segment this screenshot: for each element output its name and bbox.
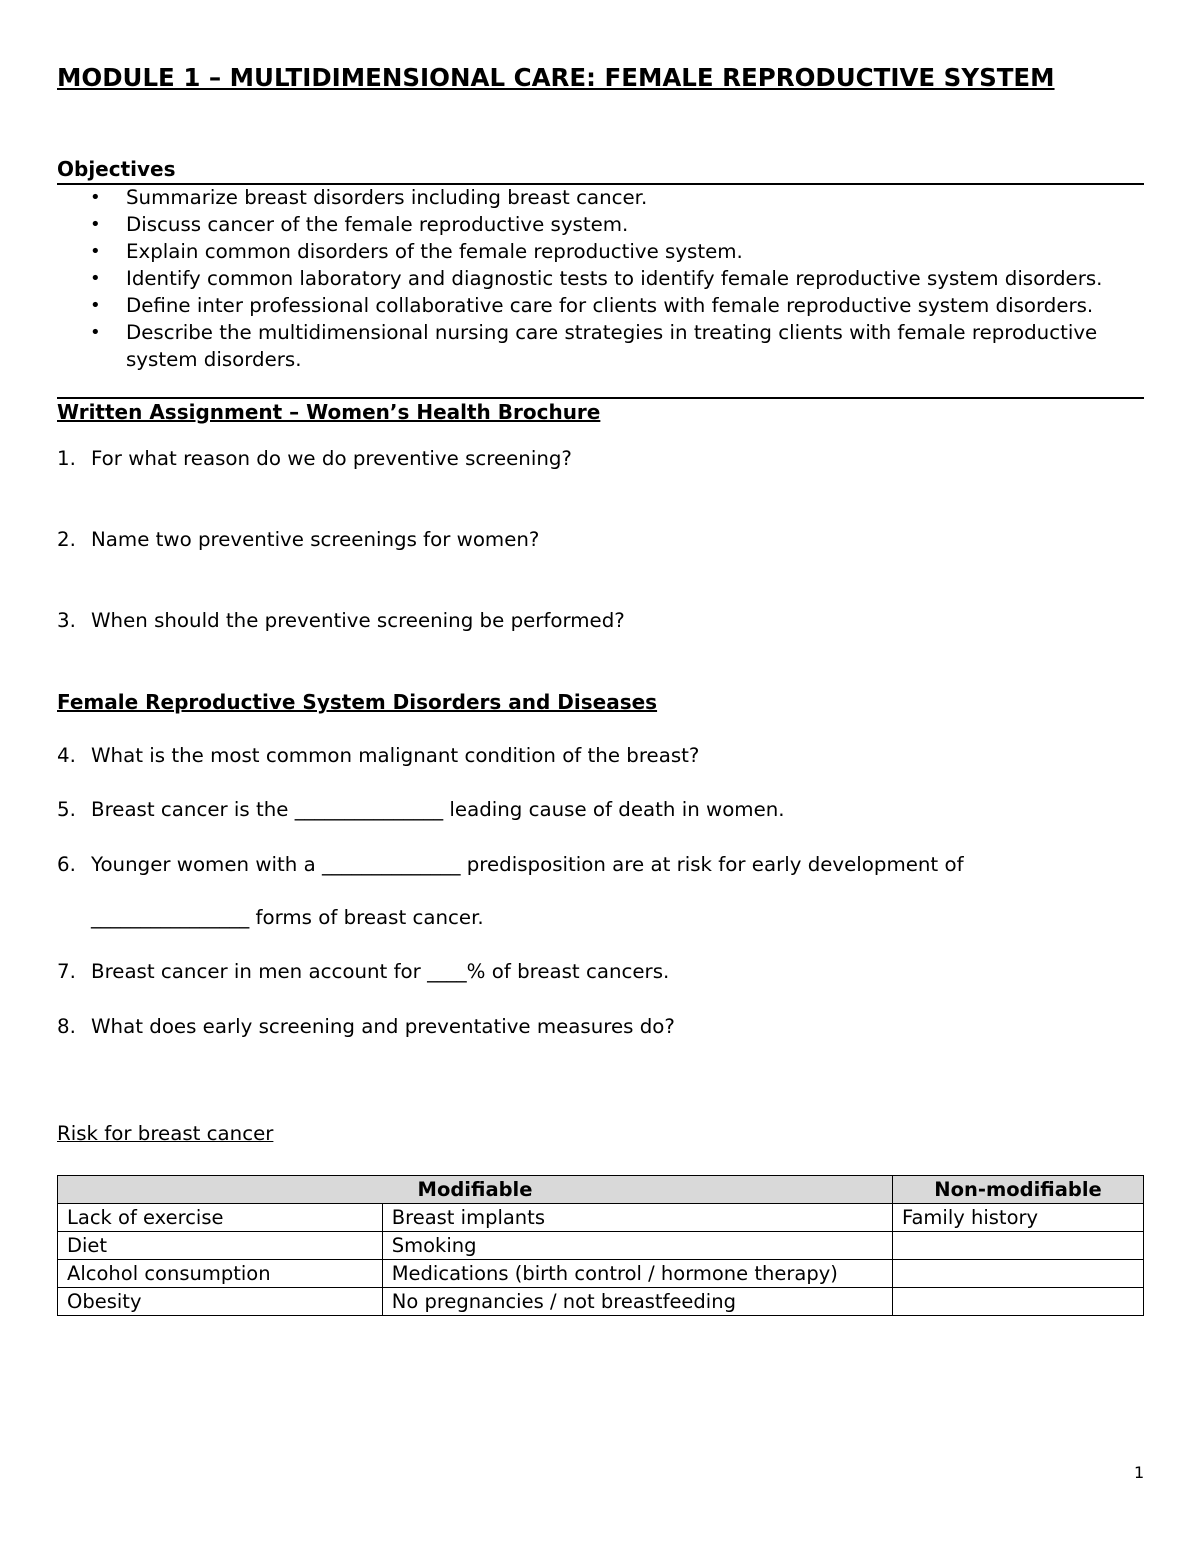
table-cell: Breast implants	[382, 1204, 892, 1232]
question-text: Breast cancer in men account for ____% of breast cancers.	[91, 960, 670, 983]
table-cell	[893, 1232, 1144, 1260]
objective-text: Define inter professional collaborative care for clients with female reproductive system disorders.	[126, 294, 1094, 317]
question-text: ________________ forms of breast cancer.	[91, 906, 484, 929]
objective-text: Identify common laboratory and diagnostic tests to identify female reproductive system disorders.	[126, 267, 1103, 290]
table-cell	[893, 1288, 1144, 1316]
question-number: 8.	[57, 1015, 76, 1038]
table-row	[58, 1232, 1144, 1260]
objective-text: Describe the multidimensional nursing care strategies in treating clients with female reproductive system disorders.	[126, 321, 1098, 371]
page-number: 1	[1134, 1463, 1145, 1482]
table-cell: Obesity	[58, 1288, 383, 1316]
question-text: When should the preventive screening be performed?	[91, 609, 625, 632]
risk-table	[57, 1175, 1144, 1316]
document-page	[57, 0, 1144, 1553]
table-cell: Smoking	[382, 1232, 892, 1260]
written-assignment-heading: Written Assignment – Women’s Health Brochure	[57, 400, 601, 424]
objective-item	[57, 319, 1144, 373]
objective-item	[57, 265, 1144, 292]
header-modifiable: Modifiable	[58, 1176, 893, 1204]
bullet-icon: •	[90, 268, 101, 289]
bullet-icon: •	[90, 322, 101, 343]
question-number: 3.	[57, 609, 76, 632]
objectives-list	[57, 184, 1144, 373]
table-cell: No pregnancies / not breastfeeding	[382, 1288, 892, 1316]
bullet-icon: •	[90, 187, 101, 208]
question-number: 6.	[57, 853, 76, 876]
table-row	[58, 1204, 1144, 1232]
bullet-icon: •	[90, 214, 101, 235]
objective-text: Summarize breast disorders including breast cancer.	[126, 186, 648, 209]
table-row	[58, 1260, 1144, 1288]
question-number: 4.	[57, 744, 76, 767]
question-text: Name two preventive screenings for women?	[91, 528, 540, 551]
page-title: MODULE 1 – MULTIDIMENSIONAL CARE: FEMALE REPRODUCTIVE SYSTEM	[57, 63, 1055, 92]
table-row	[58, 1288, 1144, 1316]
objectives-heading: Objectives	[57, 156, 1144, 185]
objective-item	[57, 184, 1144, 211]
table-cell	[893, 1260, 1144, 1288]
question-number: 5.	[57, 798, 76, 821]
table-cell: Alcohol consumption	[58, 1260, 383, 1288]
question-text: For what reason do we do preventive screening?	[91, 447, 572, 470]
risk-heading: Risk for breast cancer	[57, 1122, 274, 1145]
objective-item	[57, 292, 1144, 319]
question-text: What is the most common malignant condition of the breast?	[91, 744, 700, 767]
question-number: 1.	[57, 447, 76, 470]
bullet-icon: •	[90, 241, 101, 262]
question-text: Younger women with a ______________ predisposition are at risk for early development of	[91, 853, 964, 876]
objective-text: Explain common disorders of the female reproductive system.	[126, 240, 743, 263]
disorders-heading: Female Reproductive System Disorders and Diseases	[57, 690, 658, 714]
question-text: What does early screening and preventative measures do?	[91, 1015, 675, 1038]
table-cell: Medications (birth control / hormone therapy)	[382, 1260, 892, 1288]
bullet-icon: •	[90, 295, 101, 316]
objective-text: Discuss cancer of the female reproductive system.	[126, 213, 629, 236]
objective-item	[57, 211, 1144, 238]
objective-item	[57, 238, 1144, 265]
table-cell: Lack of exercise	[58, 1204, 383, 1232]
table-header-row	[58, 1176, 1144, 1204]
table-cell: Family history	[893, 1204, 1144, 1232]
question-number: 7.	[57, 960, 76, 983]
header-non-modifiable: Non-modifiable	[893, 1176, 1144, 1204]
question-text: Breast cancer is the _______________ leading cause of death in women.	[91, 798, 785, 821]
question-number: 2.	[57, 528, 76, 551]
table-cell: Diet	[58, 1232, 383, 1260]
